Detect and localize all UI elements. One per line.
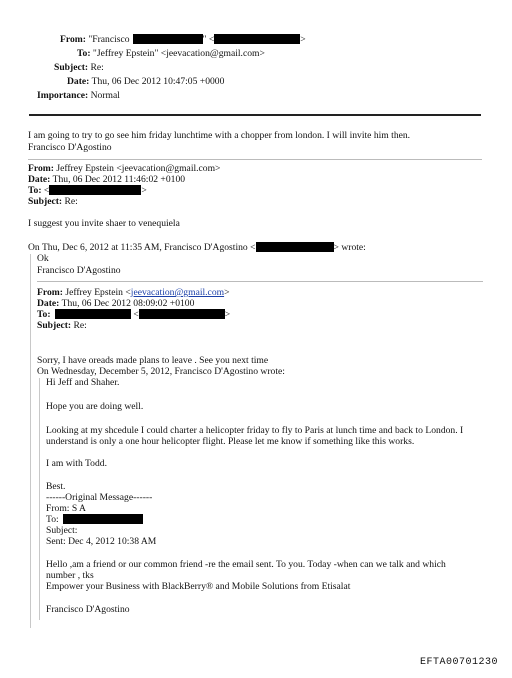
to-value: "Jeffrey Epstein" <jeevacation@gmail.com> — [92, 48, 265, 59]
from-close: > — [300, 34, 306, 45]
from-name: Jeffrey Epstein < — [65, 287, 131, 298]
to-open: < — [133, 309, 139, 320]
subject-label: Subject: — [37, 320, 72, 331]
quote-signature: Francisco D'Agostino — [37, 265, 121, 276]
header-divider — [29, 114, 481, 116]
orig-to-line — [46, 514, 143, 526]
redaction-block — [63, 514, 143, 524]
subject-line — [54, 62, 104, 74]
to-line — [77, 48, 265, 60]
from-line — [60, 34, 306, 46]
from-label: From: — [37, 287, 63, 298]
redaction-block — [49, 185, 141, 195]
from-value: Jeffrey Epstein <jeevacation@gmail.com> — [56, 163, 221, 174]
subject-label: Subject: — [54, 62, 89, 73]
header2-from — [28, 163, 220, 175]
date-value: Thu, 06 Dec 2012 11:46:02 +0100 — [52, 174, 186, 185]
closing: Best. — [46, 481, 66, 492]
subject-value: Re: — [73, 320, 87, 331]
quote-intro — [28, 242, 366, 254]
quote-bar — [30, 254, 31, 628]
header2-subject — [28, 196, 78, 208]
quote-intro-end: > wrote: — [333, 242, 366, 253]
to-label: To: — [28, 185, 42, 196]
to-label: To: — [77, 48, 91, 59]
to-close: > — [141, 185, 147, 196]
quote-line: Ok — [37, 253, 49, 264]
to-close: > — [224, 309, 231, 320]
quote-body: Empower your Business with BlackBerry® and Mobile Solutions from Etisalat — [46, 581, 351, 592]
subject-value: Re: — [90, 62, 104, 73]
from-name: "Francisco — [88, 34, 130, 45]
message-body: I suggest you invite shaer to venequiela — [28, 218, 180, 229]
divider — [37, 281, 483, 282]
redaction-block — [133, 34, 203, 44]
quote-body: Hello ,am a friend or our common friend -re the email sent. To you. Today -when can we talk and which — [46, 559, 446, 570]
redaction-block — [139, 309, 225, 319]
importance-line — [37, 90, 120, 102]
redaction-block — [256, 242, 334, 252]
date-label: Date: — [67, 76, 90, 87]
subject-label: Subject: — [28, 196, 63, 207]
date-value: Thu, 06 Dec 2012 10:47:05 +0000 — [91, 76, 225, 87]
redaction-block — [214, 34, 300, 44]
message-body: Sorry, I have oreads made plans to leave . See you next time — [37, 355, 269, 366]
greeting: Hi Jeff and Shaher. — [46, 377, 120, 388]
date-label: Date: — [28, 174, 51, 185]
header2-to — [28, 185, 147, 197]
message-body: I am going to try to go see him friday lunchtime with a chopper from london. I will invite him then. — [28, 130, 411, 141]
header3-from — [37, 287, 230, 299]
orig-to: To: — [46, 514, 59, 525]
from-label: From: — [28, 163, 54, 174]
to-open: < — [43, 185, 50, 196]
quote-body-cont: number , tks — [46, 570, 94, 581]
quote-intro-text: On Thu, Dec 6, 2012 at 11:35 AM, Francisco D'Agostino < — [28, 242, 256, 253]
quote-line: I am with Todd. — [46, 458, 107, 469]
orig-subject: Subject: — [46, 525, 78, 536]
quote-signature: Francisco D'Agostino — [46, 604, 130, 615]
signature: Francisco D'Agostino — [28, 142, 112, 153]
importance-label: Importance: — [37, 90, 89, 101]
orig-sent: Sent: Dec 4, 2012 10:38 AM — [46, 536, 157, 547]
date-line — [67, 76, 224, 88]
quote-line: Hope you are doing well. — [46, 401, 144, 412]
original-message-header: ------Original Message------ — [46, 492, 153, 503]
quote-bar — [39, 378, 40, 620]
date-label: Date: — [37, 298, 60, 309]
from-quote-close: " < — [202, 34, 215, 45]
quote-intro: On Wednesday, December 5, 2012, Francisco D'Agostino wrote: — [37, 366, 285, 377]
email-link[interactable]: jeevacation@gmail.com — [130, 287, 225, 298]
subject-value: Re: — [64, 196, 78, 207]
quote-paragraph: Looking at my shcedule I could charter a helicopter friday to fly to Paris at lunch time and back to London. I — [46, 425, 464, 436]
header3-date — [37, 298, 194, 310]
orig-from: From: S A — [46, 503, 86, 514]
redaction-block — [55, 309, 131, 319]
header3-subject — [37, 320, 87, 332]
header3-to — [37, 309, 230, 321]
to-label: To: — [37, 309, 51, 320]
importance-value: Normal — [90, 90, 120, 101]
divider — [28, 159, 482, 160]
header2-date — [28, 174, 185, 186]
from-label: From: — [60, 34, 86, 45]
document-id: EFTA00701230 — [419, 657, 498, 668]
quote-paragraph-cont: understand is only a one hour helicopter flight. Please let me know if something like this works. — [46, 436, 415, 447]
from-close: > — [224, 287, 230, 298]
date-value: Thu, 06 Dec 2012 08:09:02 +0100 — [61, 298, 195, 309]
